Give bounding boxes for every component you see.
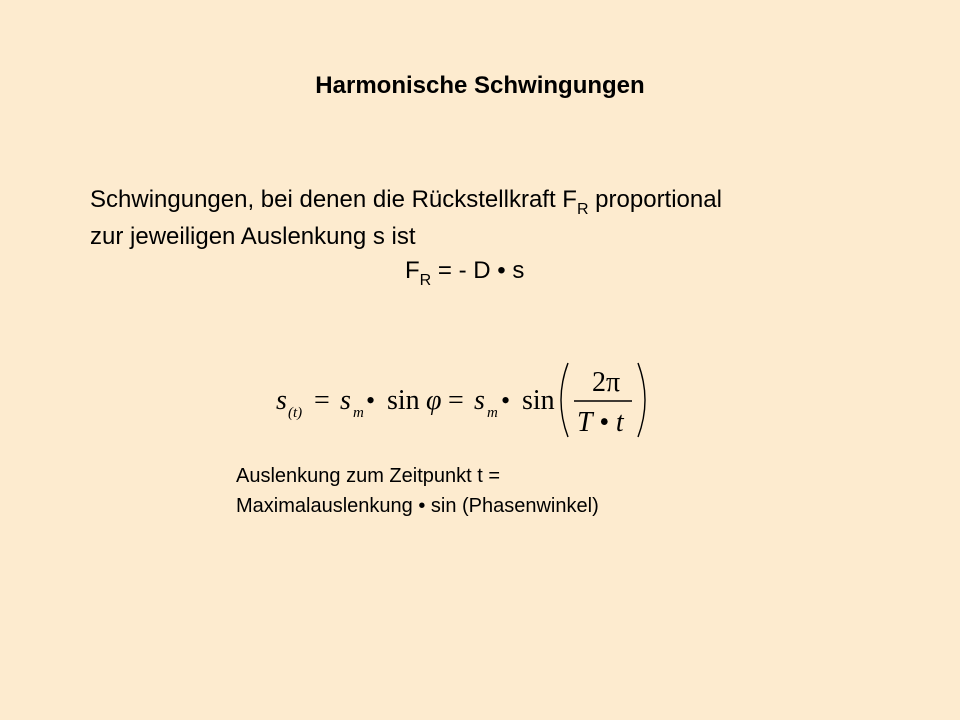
formula-sm-1: s [340,385,351,416]
formula-bullet-1: • [366,386,376,415]
force-law-rest: = - D • s [431,257,525,284]
definition-line-1-suffix: proportional [588,186,722,213]
explanation-line-1: Auslenkung zum Zeitpunkt t = [236,465,501,487]
formula-sm-1-subscript: m [353,405,364,421]
definition-subscript: R [576,201,589,218]
explanation-line-2: Maximalauslenkung • sin (Phasenwinkel) [236,495,599,517]
formula-left-parenthesis [561,363,568,437]
force-subscript: R [419,272,432,289]
formula-equals-1: = [314,385,330,416]
formula-equals-2: = [448,385,464,416]
formula-bullet-2: • [501,386,511,415]
definition-text [90,183,722,254]
definition-line-2: zur jeweiligen Auslenkung s ist [90,223,416,250]
displacement-formula [270,355,660,445]
force-symbol: F [405,257,420,284]
formula-sm-2-subscript: m [487,405,498,421]
formula-sin-2: sin [522,385,555,416]
formula-right-parenthesis [638,363,645,437]
force-law [405,257,525,289]
formula-sin-1: sin [387,385,420,416]
formula-explanation [236,461,599,521]
formula-denominator: T • t [577,407,624,438]
formula-numerator: 2π [592,367,621,398]
definition-line-1-prefix: Schwingungen, bei denen die Rückstellkraft F [90,186,577,213]
formula-phi: φ [426,385,442,416]
definition-line-1 [90,183,722,220]
formula-sm-2: s [474,385,485,416]
formula-s-subscript: (t) [288,405,303,421]
formula-s: s [276,385,287,416]
page-title: Harmonische Schwingungen [315,72,645,99]
